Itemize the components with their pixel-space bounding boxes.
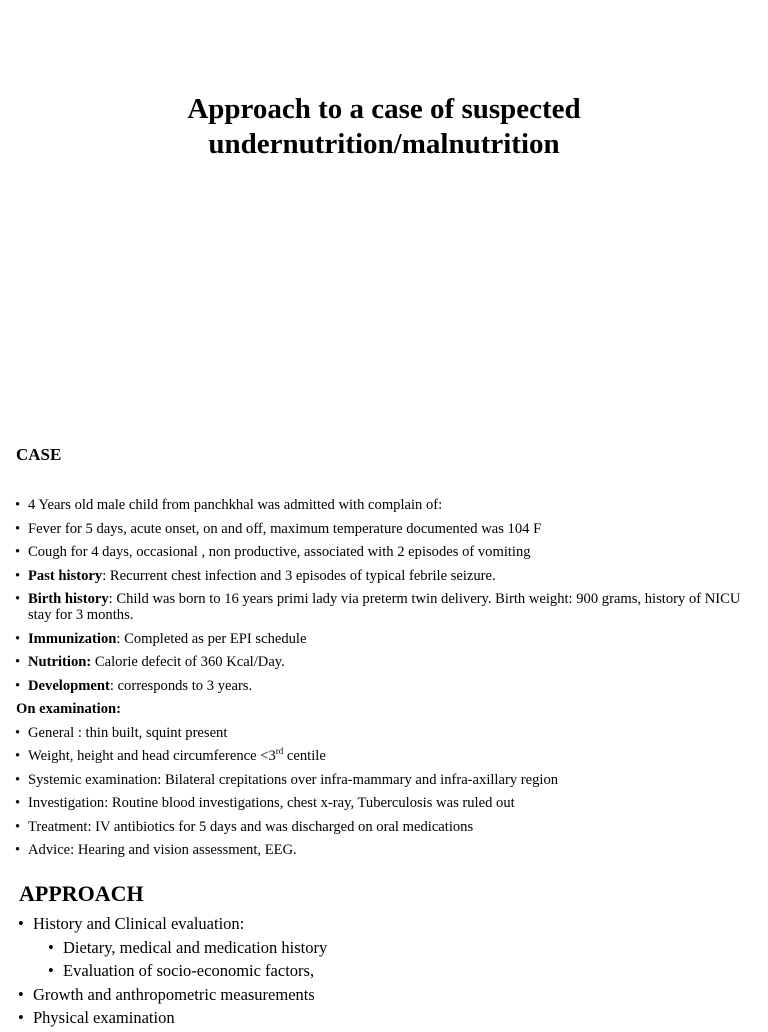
- bullet-icon: •: [15, 630, 21, 647]
- bullet-icon: •: [15, 567, 21, 584]
- approach-list: [18, 914, 748, 1032]
- list-item: [18, 914, 748, 933]
- bullet-icon: •: [18, 914, 24, 933]
- title-line-2: undernutrition/malnutrition: [208, 128, 560, 160]
- bullet-icon: •: [15, 520, 21, 537]
- bullet-icon: •: [15, 818, 21, 835]
- case-item-label: Nutrition:: [28, 654, 92, 670]
- case-item-label: Immunization: [28, 630, 117, 647]
- title-line-1: Approach to a case of suspected: [187, 93, 581, 125]
- bullet-icon: •: [15, 497, 21, 513]
- approach-item-text: Evaluation of socio-economic factors,: [63, 961, 315, 980]
- bullet-icon: •: [15, 748, 21, 764]
- bullet-icon: •: [15, 654, 21, 670]
- case-item-label: Past history: [28, 567, 103, 584]
- list-item: [15, 654, 755, 670]
- bullet-icon: •: [15, 724, 21, 741]
- bullet-icon: •: [15, 677, 21, 694]
- list-item: [15, 568, 755, 584]
- list-item: [15, 521, 755, 537]
- list-item: [15, 842, 755, 858]
- bullet-icon: •: [48, 937, 54, 957]
- bullet-icon: •: [15, 795, 21, 811]
- approach-heading: APPROACH: [19, 881, 144, 906]
- list-sub-item: [48, 961, 748, 980]
- examination-heading: On examination:: [16, 701, 121, 717]
- list-item: [18, 985, 748, 1004]
- list-item: [15, 725, 755, 741]
- exam-item-text: Investigation: Routine blood investigations, chest x-ray, Tuberculosis was ruled out: [28, 795, 515, 811]
- bullet-icon: •: [48, 961, 54, 980]
- list-item: [15, 772, 755, 788]
- exam-item-text-after: centile: [283, 748, 326, 764]
- case-item-text: : Completed as per EPI schedule: [116, 630, 307, 647]
- list-item: [15, 748, 755, 764]
- bullet-icon: •: [15, 771, 21, 788]
- list-item: [15, 678, 755, 694]
- exam-item-superscript: rd: [275, 746, 284, 757]
- exam-item-text: Treatment: IV antibiotics for 5 days and was discharged on oral medications: [28, 818, 474, 835]
- case-list: [15, 497, 755, 866]
- case-item-text: : Recurrent chest infection and 3 episodes of typical febrile seizure.: [102, 567, 496, 584]
- exam-item-text: Weight, height and head circumference <3: [28, 748, 276, 764]
- case-item-text: Fever for 5 days, acute onset, on and off, maximum temperature documented was 104 F: [28, 520, 542, 537]
- bullet-icon: •: [15, 591, 21, 607]
- list-item: [18, 1008, 748, 1027]
- exam-item-text: General : thin built, squint present: [28, 724, 228, 741]
- case-item-text: : Child was born to 16 years primi lady via preterm twin delivery. Birth weight: 900 grams, history of NICU stay for 3 months.: [28, 591, 741, 623]
- case-item-label: Development: [28, 677, 110, 694]
- approach-item-text: Dietary, medical and medication history: [63, 937, 328, 957]
- approach-item-text: Growth and anthropometric measurements: [33, 984, 315, 1004]
- exam-item-text: Systemic examination: Bilateral crepitations over infra-mammary and infra-axillary region: [28, 771, 559, 788]
- case-heading: CASE: [16, 445, 62, 464]
- list-item: [15, 795, 755, 811]
- case-item-text: 4 Years old male child from panchkhal was admitted with complain of:: [28, 497, 443, 513]
- bullet-icon: •: [18, 984, 24, 1004]
- page-title: [0, 92, 768, 162]
- exam-item-text: Advice: Hearing and vision assessment, EEG.: [28, 842, 297, 858]
- approach-item-text: Physical examination: [33, 1008, 175, 1027]
- list-item: [15, 631, 755, 647]
- bullet-icon: •: [15, 544, 21, 560]
- list-sub-item: [48, 938, 748, 957]
- case-item-text: Cough for 4 days, occasional , non productive, associated with 2 episodes of vomiting: [28, 544, 531, 560]
- case-item-text: Calorie defecit of 360 Kcal/Day.: [91, 654, 285, 670]
- bullet-icon: •: [18, 1008, 24, 1027]
- case-item-text: : corresponds to 3 years.: [109, 677, 253, 694]
- list-item: [15, 591, 755, 623]
- list-item: [15, 497, 755, 513]
- case-item-label: Birth history: [28, 591, 109, 607]
- bullet-icon: •: [15, 842, 21, 858]
- list-item: [15, 544, 755, 560]
- approach-item-text: History and Clinical evaluation:: [33, 914, 245, 933]
- list-item: [15, 819, 755, 835]
